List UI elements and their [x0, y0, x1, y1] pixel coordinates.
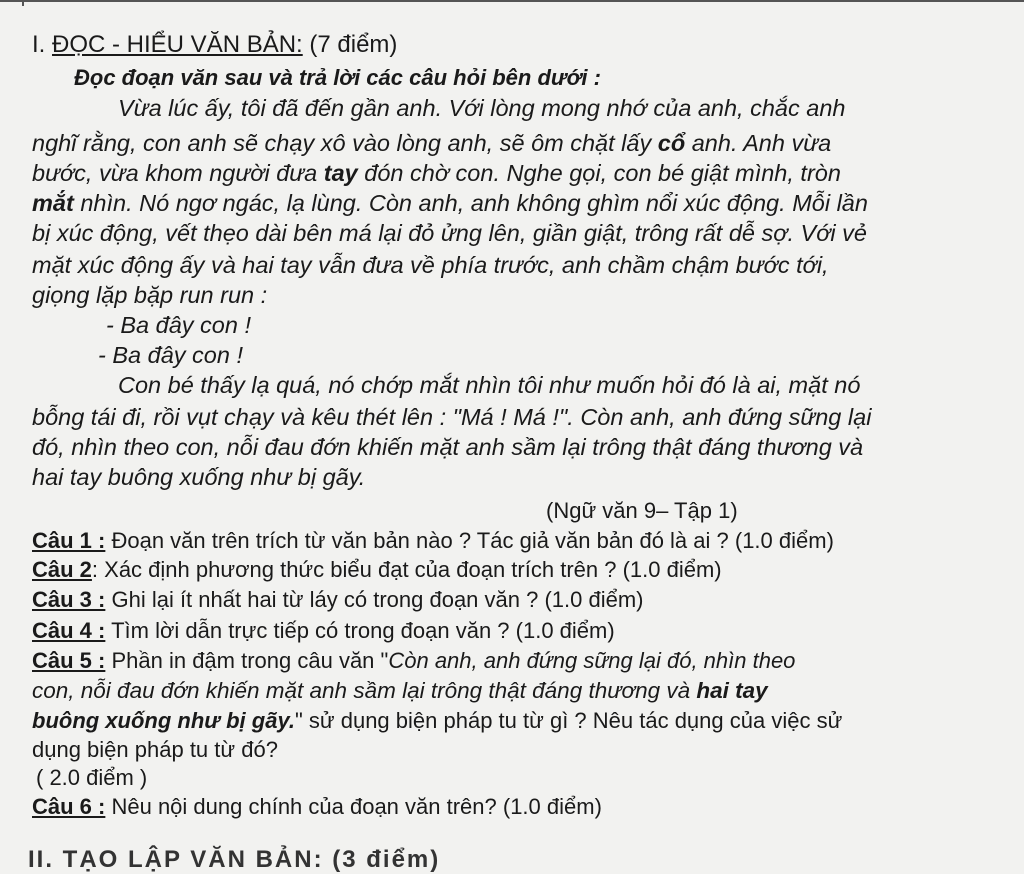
question-1-label: Câu 1 :: [32, 528, 106, 553]
top-rule-tick: [22, 0, 24, 6]
passage-bold-word: mắt: [32, 190, 74, 216]
passage-line-11: bỗng tái đi, rồi vụt chạy và kêu thét lên : "Má ! Má !". Còn anh, anh đứng sững lại: [32, 404, 872, 430]
question-4-label: Câu 4 :: [32, 618, 106, 643]
section-number: I.: [32, 31, 46, 58]
passage-line-7: giọng lặp bặp run run :: [32, 282, 268, 308]
question-5-quote: con, nỗi đau đớn khiến mặt anh sầm lại trông thật đáng thương và: [32, 678, 697, 703]
instruction: Đọc đoạn văn sau và trả lời các câu hỏi bên dưới :: [74, 65, 601, 90]
passage-line-1: Vừa lúc ấy, tôi đã đến gần anh. Với lòng mong nhớ của anh, chắc anh: [118, 95, 846, 121]
passage-line-3: [32, 158, 841, 188]
question-5-line-4: dụng biện pháp tu từ đó?: [32, 737, 278, 762]
question-5-label: Câu 5 :: [32, 648, 106, 673]
question-5-line-1: [32, 646, 795, 676]
passage-line-5: bị xúc động, vết thẹo dài bên má lại đỏ ửng lên, giần giật, trông rất dễ sợ. Với vẻ: [32, 220, 867, 246]
section-points: (7 điểm): [309, 31, 398, 58]
dialogue-line-2: - Ba đây con !: [98, 342, 243, 368]
question-5-line-2: [32, 676, 768, 706]
passage-text: nhìn. Nó ngơ ngác, lạ lùng. Còn anh, anh không ghìm nổi xúc động. Mỗi lần: [73, 190, 868, 216]
question-5-points: ( 2.0 điểm ): [36, 765, 148, 790]
question-3-label: Câu 3 :: [32, 587, 106, 612]
question-5-text: " sử dụng biện pháp tu từ gì ? Nêu tác dụng của việc sử: [294, 708, 843, 733]
next-section-heading-cut: II. TẠO LẬP VĂN BẢN: (3 điểm): [28, 846, 441, 873]
passage-text: bước, vừa khom người đưa: [32, 160, 324, 186]
passage-text: đón chờ con. Nghe gọi, con bé giật mình, tròn: [357, 160, 841, 186]
passage-text: anh. Anh vừa: [685, 130, 832, 156]
question-3: [32, 585, 644, 615]
question-3-text: Ghi lại ít nhất hai từ láy có trong đoạn văn ? (1.0 điểm): [105, 587, 644, 612]
question-5-quote-bold: buông xuống như bị gãy.: [32, 708, 295, 733]
question-2-text: : Xác định phương thức biểu đạt của đoạn trích trên ? (1.0 điểm): [91, 557, 722, 582]
top-rule: [0, 0, 1024, 4]
question-6-text: Nêu nội dung chính của đoạn văn trên? (1.0 điểm): [105, 794, 602, 819]
section-heading: [32, 30, 397, 60]
question-5-quote-bold: hai tay: [696, 678, 768, 703]
question-4-text: Tìm lời dẫn trực tiếp có trong đoạn văn ? (1.0 điểm): [105, 618, 615, 643]
source-citation: (Ngữ văn 9– Tập 1): [546, 498, 738, 523]
question-6: [32, 792, 602, 822]
passage-line-12: đó, nhìn theo con, nỗi đau đớn khiến mặt anh sầm lại trông thật đáng thương và: [32, 434, 864, 460]
passage-line-2: [32, 128, 831, 158]
question-5-line-3: [32, 706, 842, 736]
section-title: ĐỌC - HIỂU VĂN BẢN:: [52, 31, 303, 58]
passage-bold-word: tay: [323, 160, 358, 186]
question-4: [32, 616, 615, 646]
question-1: [32, 526, 834, 556]
passage-line-6: mặt xúc động ấy và hai tay vẫn đưa về phía trước, anh chầm chậm bước tới,: [32, 252, 829, 278]
question-1-text: Đoạn văn trên trích từ văn bản nào ? Tác giả văn bản đó là ai ? (1.0 điểm): [105, 528, 834, 553]
passage-line-4: [32, 188, 868, 218]
question-2: [32, 555, 722, 585]
passage-bold-word: cổ: [657, 130, 686, 156]
question-6-label: Câu 6 :: [32, 794, 106, 819]
passage-line-13: hai tay buông xuống như bị gãy.: [32, 464, 366, 490]
dialogue-line-1: - Ba đây con !: [106, 312, 251, 338]
passage-line-10: Con bé thấy lạ quá, nó chớp mắt nhìn tôi như muốn hỏi đó là ai, mặt nó: [118, 372, 861, 398]
question-2-label: Câu 2: [32, 557, 92, 582]
question-5-quote: Còn anh, anh đứng sững lại đó, nhìn theo: [388, 648, 796, 673]
passage-text: nghĩ rằng, con anh sẽ chạy xô vào lòng anh, sẽ ôm chặt lấy: [32, 130, 658, 156]
question-5-text: Phần in đậm trong câu văn ": [105, 648, 389, 673]
